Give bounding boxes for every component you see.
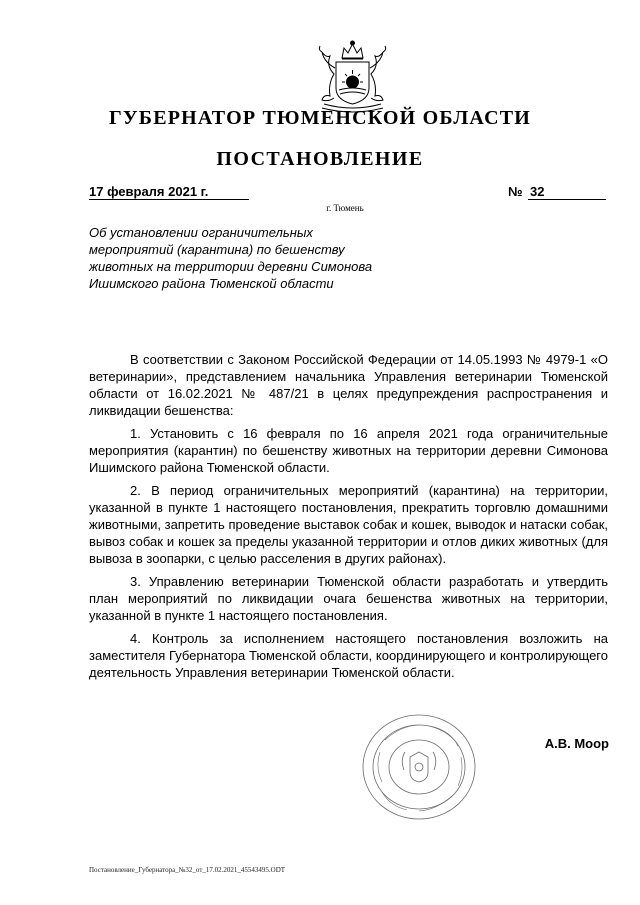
signer-name: А.В. Моор <box>544 736 609 751</box>
document-body <box>89 351 608 687</box>
preamble-paragraph: В соответствии с Законом Российской Федерации от 14.05.1993 № 4979-1 «О ветеринарии», представлением начальника Управления ветеринарии Тюменской области от 16.02.2021 № 487/21 в целях предупреждения распространения и ликвидации бешенства: <box>89 352 608 418</box>
document-date: 17 февраля 2021 г. <box>89 184 249 200</box>
item-paragraph: 2. В период ограничительных мероприятий (карантина) на территории, указанной в пункте 1 настоящего постановления, прекратить торговлю домашними животными, запретить проведение выставок собак и кошек, выводок и натаски собак, вывоз собак и кошек за пределы указанной территории и отлов диких животных (для вывоза в зоопарки, с целью расселения в других районах). <box>89 483 608 566</box>
governor-title: ГУБЕРНАТОР ТЮМЕНСКОЙ ОБЛАСТИ <box>108 107 532 129</box>
file-footer: Постановление_Губернатора_№32_от_17.02.2021_45543495.ODT <box>89 866 286 874</box>
document-number: 32 <box>528 184 606 200</box>
document-subject: Об установлении ограничительных мероприятий (карантина) по бешенству животных на территории деревни Симонова Ишимского района Тюменской области <box>89 225 373 291</box>
item-paragraph: 1. Установить с 16 февраля по 16 апреля 2021 года ограничительные мероприятия (карантин) по бешенству животных на территории деревни Симонова Ишимского района Тюменской области. <box>89 426 608 475</box>
item-paragraph: 4. Контроль за исполнением настоящего постановления возложить на заместителя Губернатора Тюменской области, координирующего и контролирующего деятельность Управления ветеринарии Тюменской области. <box>89 631 608 680</box>
number-label: № <box>508 184 523 199</box>
city-label: г. Тюмень <box>326 203 364 213</box>
official-seal-icon <box>360 712 478 822</box>
document-type: ПОСТАНОВЛЕНИЕ <box>216 148 424 170</box>
item-paragraph: 3. Управлению ветеринарии Тюменской области разработать и утвердить план мероприятий по ликвидации очага бешенства животных на территории, указанной в пункте 1 настоящего постановления. <box>89 574 608 623</box>
coat-of-arms-icon <box>300 38 405 114</box>
